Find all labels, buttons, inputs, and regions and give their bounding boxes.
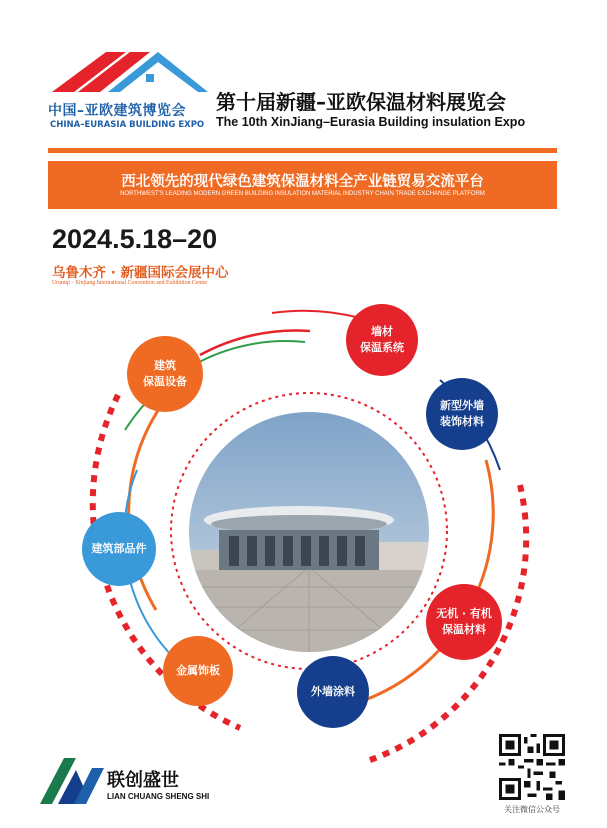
page-title: 第十届新疆–亚欧保温材料展览会 [216, 90, 506, 114]
category-building-components: 建筑部品件 [82, 512, 156, 586]
brand-name-cn: 联创盛世 [107, 770, 179, 791]
category-exterior-coatings: 外墙涂料 [297, 656, 369, 728]
venue-photo [189, 412, 429, 652]
brand-name-en: LIAN CHUANG SHENG SHI [107, 792, 210, 801]
logo-title-cn: 中国–亚欧建筑博览会 [48, 103, 186, 119]
category-inorganic-organic-insulation: 无机 · 有机 保温材料 [426, 584, 502, 660]
qr-caption: 关注微信公众号 [504, 805, 560, 814]
logo-title-en: CHINA–EURASIA BUILDING EXPO [50, 120, 205, 130]
slogan-en: NORTHWEST'S LEADING MODERN GREEN BUILDING INSULATION MATERIAL INDUSTRY CHAIN TRADE EXCHANGE PLATFORM [120, 191, 485, 197]
venue-en: Urumqi · Xinjiang International Convention and Exhibition Center [52, 280, 208, 286]
event-date: 2024.5.18–20 [52, 224, 218, 254]
slogan-cn: 西北领先的现代绿色建筑保温材料全产业链贸易交流平台 [121, 174, 484, 190]
category-metal-panels: 金属饰板 [163, 636, 233, 706]
category-building-insulation-equipment: 建筑 保温设备 [127, 336, 203, 412]
qr-code-icon [499, 734, 565, 800]
category-exterior-decorative-materials: 新型外墙 装饰材料 [426, 378, 498, 450]
brand-logo-icon [40, 758, 104, 804]
category-wall-insulation-system: 墙材 保温系统 [346, 304, 418, 376]
venue-cn: 乌鲁木齐 · 新疆国际会展中心 [52, 265, 229, 281]
page-subtitle: The 10th XinJiang–Eurasia Building insulation Expo [216, 115, 526, 129]
